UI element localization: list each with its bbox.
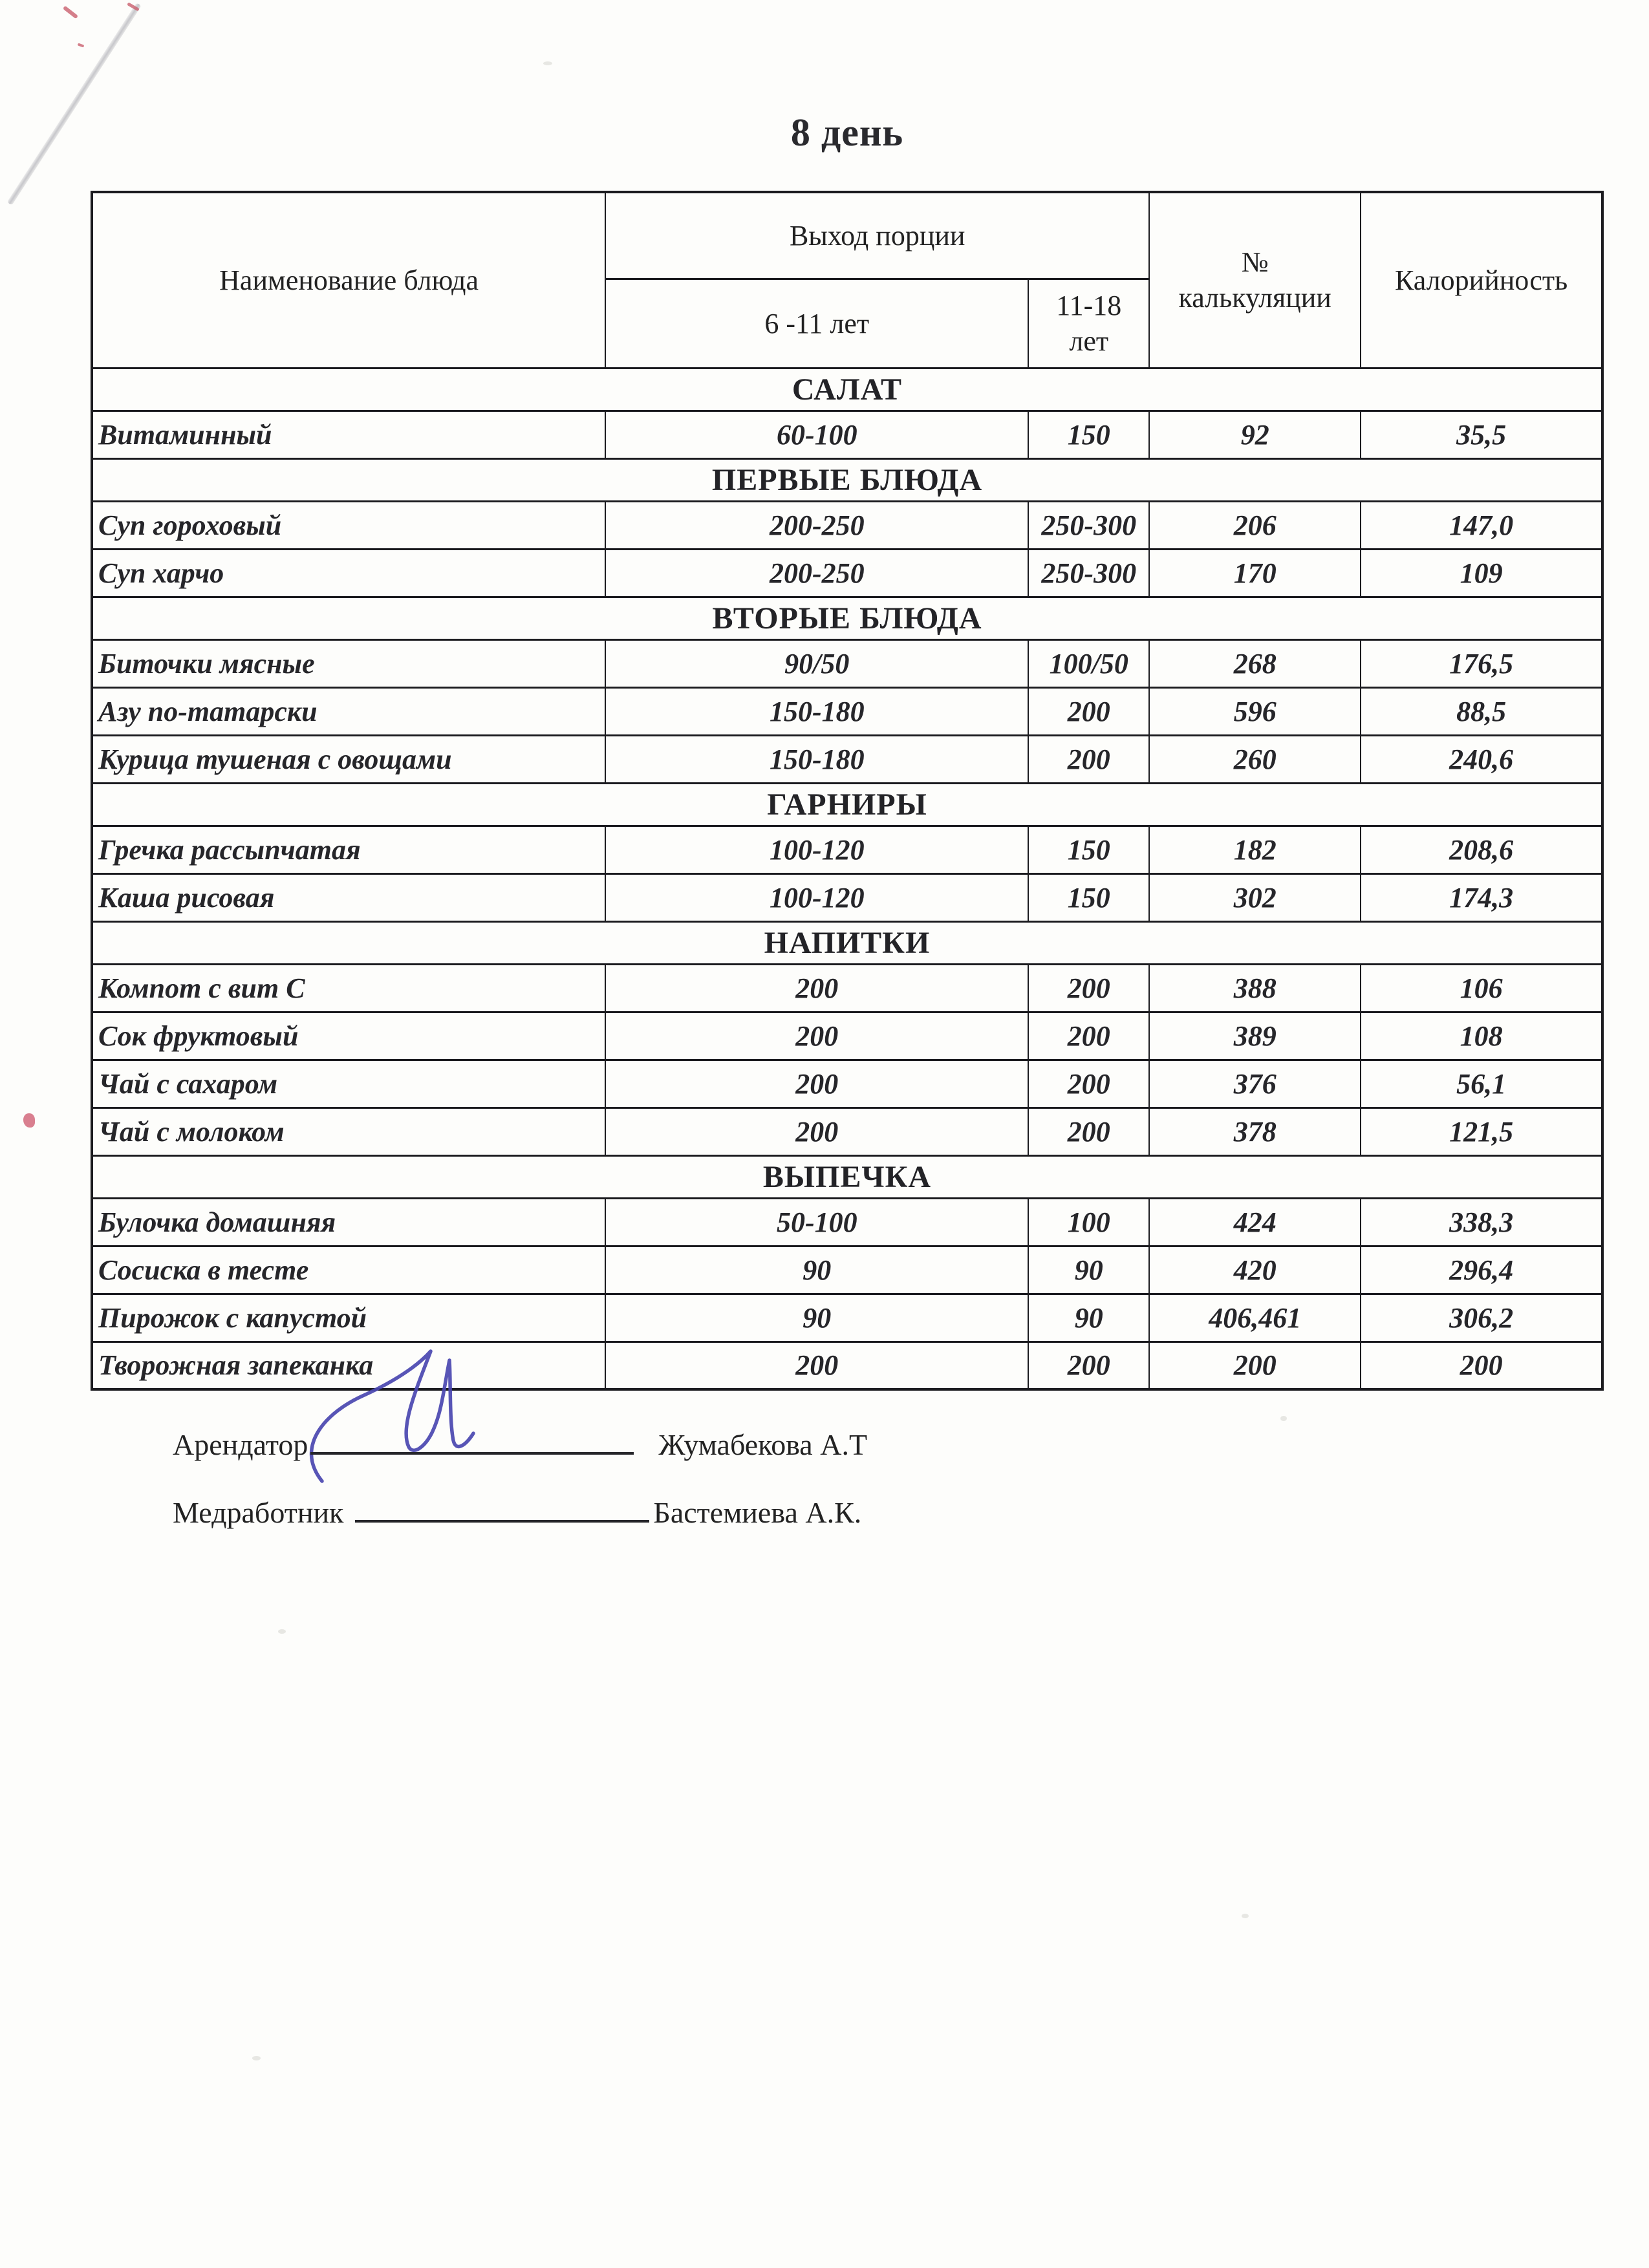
portion-6-11-cell: 150-180 bbox=[605, 735, 1028, 783]
table-row bbox=[92, 1246, 1602, 1294]
calories-cell: 109 bbox=[1361, 549, 1602, 597]
section-header-row bbox=[92, 1155, 1602, 1198]
calc-number-cell: 596 bbox=[1149, 687, 1361, 735]
table-row bbox=[92, 639, 1602, 687]
dish-name-cell: Суп харчо bbox=[92, 549, 605, 597]
scan-fleck bbox=[252, 2056, 261, 2060]
table-row bbox=[92, 964, 1602, 1012]
dish-name-cell: Азу по-татарски bbox=[92, 687, 605, 735]
column-header-calc-number bbox=[1149, 192, 1361, 368]
red-pen-speck bbox=[63, 6, 78, 19]
dish-name-cell: Биточки мясные bbox=[92, 639, 605, 687]
calc-number-cell: 376 bbox=[1149, 1060, 1361, 1107]
column-header-portion: Выход порции bbox=[605, 192, 1149, 279]
calories-cell: 121,5 bbox=[1361, 1107, 1602, 1155]
portion-11-18-cell: 90 bbox=[1028, 1294, 1149, 1342]
portion-6-11-cell: 90 bbox=[605, 1246, 1028, 1294]
calories-cell: 174,3 bbox=[1361, 873, 1602, 921]
portion-11-18-cell: 150 bbox=[1028, 826, 1149, 873]
portion-6-11-cell: 100-120 bbox=[605, 826, 1028, 873]
calc-number-cell: 92 bbox=[1149, 411, 1361, 458]
red-ink-dot bbox=[23, 1113, 35, 1128]
section-header-row bbox=[92, 921, 1602, 964]
scan-fleck bbox=[278, 1629, 286, 1634]
table-row bbox=[92, 549, 1602, 597]
section-title: САЛАТ bbox=[92, 368, 1602, 411]
signature-line bbox=[355, 1514, 649, 1523]
portion-11-18-cell: 200 bbox=[1028, 1060, 1149, 1107]
dish-name-cell: Витаминный bbox=[92, 411, 605, 458]
dish-name-cell: Творожная запеканка bbox=[92, 1342, 605, 1389]
signature-label: Арендатор bbox=[173, 1428, 308, 1461]
portion-11-18-cell: 150 bbox=[1028, 873, 1149, 921]
table-row bbox=[92, 1012, 1602, 1060]
table-row bbox=[92, 411, 1602, 458]
calc-number-cell: 260 bbox=[1149, 735, 1361, 783]
dish-name-cell: Каша рисовая bbox=[92, 873, 605, 921]
calc-number-sign: № bbox=[1241, 246, 1269, 279]
calories-cell: 176,5 bbox=[1361, 639, 1602, 687]
portion-6-11-cell: 200-250 bbox=[605, 549, 1028, 597]
menu-table bbox=[91, 191, 1604, 1391]
calc-number-cell: 388 bbox=[1149, 964, 1361, 1012]
portion-11-18-cell: 200 bbox=[1028, 964, 1149, 1012]
menu-table-header bbox=[92, 192, 1602, 368]
portion-6-11-cell: 90/50 bbox=[605, 639, 1028, 687]
portion-6-11-cell: 200 bbox=[605, 1060, 1028, 1107]
portion-6-11-cell: 50-100 bbox=[605, 1198, 1028, 1246]
portion-6-11-cell: 90 bbox=[605, 1294, 1028, 1342]
table-row bbox=[92, 826, 1602, 873]
dish-name-cell: Сосиска в тесте bbox=[92, 1246, 605, 1294]
signature-block bbox=[173, 1428, 867, 1530]
signature-line bbox=[310, 1446, 634, 1455]
section-header-row bbox=[92, 458, 1602, 501]
signature-row-medrabotnik bbox=[173, 1495, 867, 1530]
section-title: ГАРНИРЫ bbox=[92, 783, 1602, 826]
section-header-row bbox=[92, 368, 1602, 411]
calc-number-cell: 424 bbox=[1149, 1198, 1361, 1246]
page-title: 8 день bbox=[790, 111, 904, 154]
column-header-dish-name: Наименование блюда bbox=[92, 192, 605, 368]
table-row bbox=[92, 501, 1602, 549]
portion-11-18-cell: 90 bbox=[1028, 1246, 1149, 1294]
calories-cell: 88,5 bbox=[1361, 687, 1602, 735]
portion-11-18-cell: 200 bbox=[1028, 1107, 1149, 1155]
section-title: НАПИТКИ bbox=[92, 921, 1602, 964]
portion-6-11-cell: 200 bbox=[605, 1342, 1028, 1389]
menu-table-body bbox=[92, 368, 1602, 1389]
portion-6-11-cell: 60-100 bbox=[605, 411, 1028, 458]
calories-cell: 106 bbox=[1361, 964, 1602, 1012]
table-row bbox=[92, 687, 1602, 735]
portion-6-11-cell: 200 bbox=[605, 1012, 1028, 1060]
calories-cell: 56,1 bbox=[1361, 1060, 1602, 1107]
calc-number-cell: 378 bbox=[1149, 1107, 1361, 1155]
dish-name-cell: Чай с молоком bbox=[92, 1107, 605, 1155]
column-header-age-6-11: 6 -11 лет bbox=[605, 279, 1028, 368]
dish-name-cell: Курица тушеная с овощами bbox=[92, 735, 605, 783]
table-row bbox=[92, 1198, 1602, 1246]
calc-number-cell: 206 bbox=[1149, 501, 1361, 549]
portion-11-18-cell: 100 bbox=[1028, 1198, 1149, 1246]
table-row bbox=[92, 873, 1602, 921]
calories-cell: 240,6 bbox=[1361, 735, 1602, 783]
calories-cell: 306,2 bbox=[1361, 1294, 1602, 1342]
column-header-age-11-18: 11-18 лет bbox=[1028, 279, 1149, 368]
section-title: ВТОРЫЕ БЛЮДА bbox=[92, 597, 1602, 639]
portion-6-11-cell: 150-180 bbox=[605, 687, 1028, 735]
dish-name-cell: Суп гороховый bbox=[92, 501, 605, 549]
calories-cell: 296,4 bbox=[1361, 1246, 1602, 1294]
section-header-row bbox=[92, 597, 1602, 639]
portion-11-18-cell: 200 bbox=[1028, 1342, 1149, 1389]
red-pen-speck bbox=[78, 43, 85, 47]
calc-number-cell: 302 bbox=[1149, 873, 1361, 921]
dish-name-cell: Пирожок с капустой bbox=[92, 1294, 605, 1342]
calc-number-cell: 182 bbox=[1149, 826, 1361, 873]
section-header-row bbox=[92, 783, 1602, 826]
scan-fleck bbox=[1280, 1416, 1287, 1421]
dish-name-cell: Гречка рассыпчатая bbox=[92, 826, 605, 873]
calories-cell: 147,0 bbox=[1361, 501, 1602, 549]
portion-11-18-cell: 100/50 bbox=[1028, 639, 1149, 687]
portion-11-18-cell: 250-300 bbox=[1028, 549, 1149, 597]
column-header-calories: Калорийность bbox=[1361, 192, 1602, 368]
table-row bbox=[92, 1294, 1602, 1342]
portion-6-11-cell: 200 bbox=[605, 1107, 1028, 1155]
portion-11-18-cell: 200 bbox=[1028, 735, 1149, 783]
signature-name: Жумабекова А.Т bbox=[658, 1428, 868, 1461]
portion-6-11-cell: 200 bbox=[605, 964, 1028, 1012]
scan-crease-line bbox=[7, 3, 142, 206]
calc-number-word: калькуляции bbox=[1178, 282, 1331, 314]
table-row bbox=[92, 735, 1602, 783]
calc-number-cell: 420 bbox=[1149, 1246, 1361, 1294]
dish-name-cell: Булочка домашняя bbox=[92, 1198, 605, 1246]
portion-11-18-cell: 200 bbox=[1028, 687, 1149, 735]
calc-number-cell: 389 bbox=[1149, 1012, 1361, 1060]
calories-cell: 200 bbox=[1361, 1342, 1602, 1389]
portion-6-11-cell: 200-250 bbox=[605, 501, 1028, 549]
table-row bbox=[92, 1060, 1602, 1107]
calories-cell: 108 bbox=[1361, 1012, 1602, 1060]
signature-name: Бастемиева А.К. bbox=[653, 1496, 862, 1529]
signature-row-arendator bbox=[173, 1428, 867, 1462]
portion-11-18-cell: 200 bbox=[1028, 1012, 1149, 1060]
table-row bbox=[92, 1107, 1602, 1155]
dish-name-cell: Чай с сахаром bbox=[92, 1060, 605, 1107]
signature-label: Медработник bbox=[173, 1496, 344, 1529]
calc-number-cell: 406,461 bbox=[1149, 1294, 1361, 1342]
scan-fleck bbox=[543, 61, 552, 65]
dish-name-cell: Компот с вит С bbox=[92, 964, 605, 1012]
section-title: ПЕРВЫЕ БЛЮДА bbox=[92, 458, 1602, 501]
calc-number-cell: 268 bbox=[1149, 639, 1361, 687]
calories-cell: 338,3 bbox=[1361, 1198, 1602, 1246]
section-title: ВЫПЕЧКА bbox=[92, 1155, 1602, 1198]
calories-cell: 208,6 bbox=[1361, 826, 1602, 873]
calc-number-cell: 170 bbox=[1149, 549, 1361, 597]
calc-number-cell: 200 bbox=[1149, 1342, 1361, 1389]
dish-name-cell: Сок фруктовый bbox=[92, 1012, 605, 1060]
calories-cell: 35,5 bbox=[1361, 411, 1602, 458]
portion-6-11-cell: 100-120 bbox=[605, 873, 1028, 921]
portion-11-18-cell: 250-300 bbox=[1028, 501, 1149, 549]
scan-fleck bbox=[1242, 1914, 1249, 1918]
portion-11-18-cell: 150 bbox=[1028, 411, 1149, 458]
